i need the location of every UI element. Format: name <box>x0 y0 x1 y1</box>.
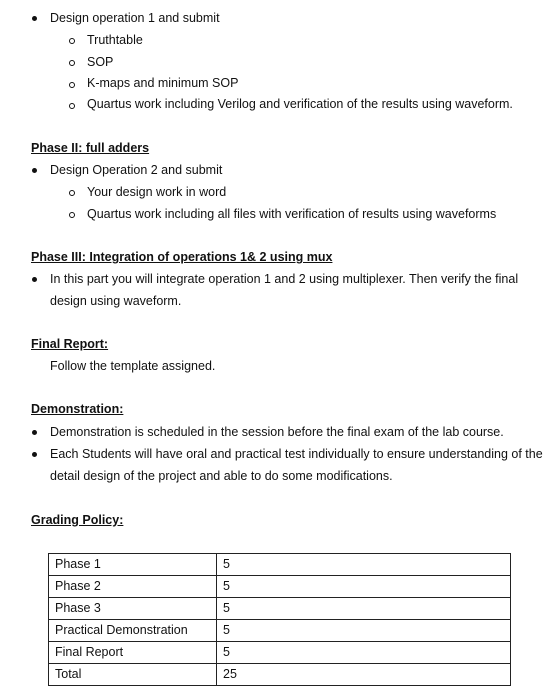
circle-bullet-icon <box>69 190 75 196</box>
list-item: In this part you will integrate operation 1 and 2 using multiplexer. Then verify the final <box>50 272 519 286</box>
circle-bullet-icon <box>69 60 75 66</box>
circle-bullet-icon <box>69 212 75 218</box>
grading-policy-heading: Grading Policy: <box>31 513 124 527</box>
phase2-heading: Phase II: full adders <box>31 141 150 155</box>
circle-bullet-icon <box>69 38 75 44</box>
table-row <box>49 620 511 642</box>
sub-list-item: K-maps and minimum SOP <box>87 76 239 90</box>
list-item: Design operation 1 and submit <box>50 11 220 25</box>
table-cell-value: 5 <box>217 620 511 642</box>
sub-list-item: Quartus work including Verilog and verification of the results using waveform. <box>87 97 513 111</box>
final-report-heading: Final Report: <box>31 337 109 351</box>
bullet-icon <box>32 277 37 282</box>
table-row <box>49 554 511 576</box>
table-cell-label: Final Report <box>49 642 217 664</box>
bullet-icon <box>32 430 37 435</box>
circle-bullet-icon <box>69 103 75 109</box>
bullet-icon <box>32 452 37 457</box>
list-item-continuation: detail design of the project and able to do some modifications. <box>50 469 393 483</box>
table-cell-label: Total <box>49 664 217 686</box>
sub-list-item: Quartus work including all files with verification of results using waveforms <box>87 207 497 221</box>
list-item-continuation: design using waveform. <box>50 294 182 308</box>
table-cell-value: 5 <box>217 576 511 598</box>
phase3-heading: Phase III: Integration of operations 1& 2 using mux <box>31 250 333 264</box>
circle-bullet-icon <box>69 82 75 88</box>
table-cell-value: 25 <box>217 664 511 686</box>
list-item: Each Students will have oral and practical test individually to ensure understanding of the <box>50 447 543 461</box>
bullet-icon <box>32 168 37 173</box>
table-cell-label: Phase 3 <box>49 598 217 620</box>
sub-list-item: Truthtable <box>87 33 143 47</box>
table-cell-value: 5 <box>217 554 511 576</box>
sub-list-item: SOP <box>87 55 114 69</box>
demonstration-heading: Demonstration: <box>31 402 124 416</box>
table-row <box>49 576 511 598</box>
list-item: Design Operation 2 and submit <box>50 163 223 177</box>
table-cell-label: Phase 2 <box>49 576 217 598</box>
table-row <box>49 664 511 686</box>
table-row <box>49 598 511 620</box>
table-cell-label: Phase 1 <box>49 554 217 576</box>
table-cell-label: Practical Demonstration <box>49 620 217 642</box>
table-row <box>49 642 511 664</box>
list-item: Demonstration is scheduled in the session before the final exam of the lab course. <box>50 425 504 439</box>
grading-table <box>48 553 511 686</box>
sub-list-item: Your design work in word <box>87 185 227 199</box>
final-report-text: Follow the template assigned. <box>50 359 216 373</box>
bullet-icon <box>32 16 37 21</box>
table-cell-value: 5 <box>217 642 511 664</box>
table-cell-value: 5 <box>217 598 511 620</box>
